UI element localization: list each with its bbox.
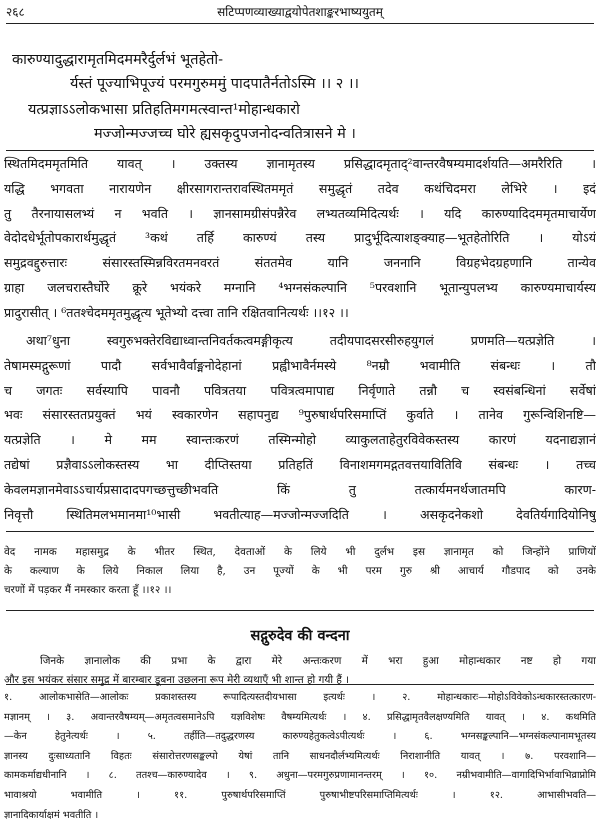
commentary-line: केवलमज्ञानमेवाऽऽचार्यप्रसादादपगच्छत्तुच्छीभवति किं तु तत्कार्यमनर्थजातमपि कारण-: [4, 481, 596, 497]
footnote-line: १. आलोकभासेति—आलोकः प्रकाशस्तस्य रूपादित्यस्तदीयभासा इत्यर्थः । २. मोहान्धकारः—मोहोऽविवेकोऽन्धकारस्तत्कारण-: [4, 692, 596, 703]
commentary-line: प्रादुरासीत् । ⁶ततश्चेदममृतमुद्धृत्य भूतेभ्यो दत्त्वा तानि रक्षितवानित्यर्थः ।।१२ ।।: [4, 304, 349, 320]
translation-rule: [6, 531, 594, 532]
commentary-line: तद्येषां प्रज्ञैवाऽऽलोकस्तस्य भा दीप्तिस्तया प्रतिहतिं विनाशमगमद्गतवत्तयावितिवि संबन्धः । तच्च: [4, 456, 596, 472]
commentary-line: भवः संसारस्ततप्रयुक्तं भयं स्वकारणेन सहापनुद्य ⁹पुरुषार्थपरिसमाप्तिं कुर्वाते । तानेव गुरून्विशिनष्टि—: [4, 407, 596, 423]
section-heading: सद्गुरुदेव की वन्दना: [250, 627, 350, 644]
commentary-line: तेषामस्मद्गुरूणां पादौ सर्वभावैर्वाङ्मनोदेहानां प्रह्वीभावैर्नमस्ये ⁸नम्रौ भवामीति संबन्धः । तौ: [4, 357, 596, 373]
page-number: २६८: [6, 5, 25, 19]
verse-line: मज्जोन्मज्जच्च घोरे ह्यसकृदुपजनोदन्वतित्रासने मे ।: [94, 126, 356, 142]
commentary-line: ग्राहा जलचरास्तैर्घोरे क्रूरे भयंकरे मग्नानि ⁴भग्नसंकल्पानि ⁵परवशानि भूतान्युपलभ्य कारुण्यमाचार्यस्य: [4, 279, 596, 295]
commentary-line: तु तैरनायासलभ्यं न भवति । ज्ञानसामग्रीसंपन्नैरेव लभ्यतव्यमिदित्यर्थः । यदि कारुण्यादिदममृतमाचार्येण: [4, 205, 596, 221]
footnotes: [4, 688, 596, 825]
paragraph-line: और इस भयंकर संसार समुद्र में बारम्बार डूबना उछलना रूप मेरी व्यथाएँ भी शान्त हो गयी हैं ।: [4, 674, 350, 686]
running-title: सटिप्पणव्याख्याद्वयोपेतशाङ्करभाष्ययुतम्: [217, 5, 383, 19]
footnote-line: ज्ञानादिकार्याक्षमं भवतीति ।: [4, 809, 99, 821]
page-header: [6, 2, 594, 22]
footnote-line: कामकर्माद्यधीनानि । ८. ततश्च—कारुण्यादेव । ९. अधुना—परमगुरुप्रणामानन्तरम् । १०. नम्रीभवामीति—वागादिभिर्भावाभिव्राप्नोमि: [4, 770, 596, 782]
commentary-line: वेदोदधेर्भूतोपकारार्थमुद्धृतं ³कथं तर्हि कारुण्यं तस्य प्रादुर्भूदित्याशङ्क्याह—भूतहेतोरिति । योऽयं: [4, 230, 596, 246]
translation-line: चरणों में पड़कर मैं नमस्कार करता हूँ ।।१२ ।।: [4, 584, 172, 596]
footnote-line: भावाश्रयो भवामीति । ११. पुरुषार्थपरिसमाप्तिं पुरुषाभीष्टपरिसमाप्तिमित्यर्थः । १२. आभासीभवति—: [4, 789, 596, 801]
commentary-line: यत्प्रज्ञेति । मे मम स्वान्तःकरणं तस्मिन्मोहो व्याकुलताहेतुरविवेकस्तस्य कारणं यदनाद्यज्ञानं: [4, 432, 596, 448]
paragraph-line: जिनके ज्ञानालोक की प्रभा के द्वारा मेरे अन्तःकरण में भरा हुआ मोहान्धकार नष्ट हो गया: [40, 655, 596, 667]
verse-block: [12, 48, 592, 146]
header-rule: [6, 23, 594, 24]
commentary-paragraph: [4, 329, 596, 527]
commentary-line: च जगतः सर्वस्यापि पावनौ पवित्रतया पवित्रत्वमापाद्य निर्वृणाते तन्नौ च स्वसंबन्धिनां सर्वेषां: [4, 382, 596, 398]
commentary-line: यद्धि भगवता नारायणेन क्षीरसागरान्तरावस्थितममृतं समुद्धृतं तदेव कथंचिदमरा लेभिरे । इदं: [4, 180, 596, 196]
commentary-line: निवृत्तौ स्थितिमलभमानमा¹⁰भासी भवतीत्याह—मज्जोन्मज्जदिति । असकृदनेकशो देवतिर्यगादियोनिषु: [4, 506, 596, 522]
translation-line: के कल्याण के लिये निकाल लिया है, उन पूज्यों के भी परम गुरु श्री आचार्य गौडपाद को उनके: [4, 565, 596, 577]
verse-rule: [6, 150, 594, 151]
verse-line: कारुण्यादुद्धारामृतमिदममरैर्दुर्लभं भूतहेतो-: [12, 52, 224, 68]
verse-line: र्यस्तं पूज्याभिपूज्यं परमगुरुममुं पादपातैर्नतोऽस्मि ।। २ ।।: [70, 76, 359, 92]
section-rule: [6, 610, 594, 611]
commentary-line: स्थितमिदममृतमिति यावत् । उक्तस्य ज्ञानामृतस्य प्रसिद्धादमृताद्²वान्तरवैषम्यमादर्शयति—अमरैरिति ।: [4, 156, 596, 171]
footnote-line: मज्ञानम् । ३. अवान्तरवैषम्यम्—अमृतत्वसमानेऽपि यज्ञविशेषः वैषम्यमित्यर्थः । ४. प्रसिद्धामृतवैलक्षण्यमिति यावत् । ४. कथमिति: [4, 711, 596, 723]
footnote-line: ज्ञानस्य दुःसाध्यतानि विहतः संसारोत्तरणसङ्कल्पो येषां तानि साधनदौर्लभ्यमित्यर्थः निराशानीति यावत् । ७. परवशानि—: [4, 750, 596, 762]
commentary-paragraph: [4, 152, 596, 326]
hindi-translation: [4, 543, 596, 600]
footnote-line: —केन हेतुनेत्यर्थः । ५. तर्हीति—तदुद्धरणस्य कारुण्यहेतुकत्वेऽपीत्यर्थः । ६. भग्नसङ्कल्पानि—भग्नसंकल्पानामभूतस्य: [4, 731, 596, 743]
footnote-rule: [6, 684, 594, 685]
verse-line: यत्प्रज्ञाऽऽलोकभासा प्रतिहतिमगमत्स्वान्त¹मोहान्धकारो: [28, 102, 300, 118]
commentary-line: अथा⁷धुना स्वगुरुभक्तेरविद्याध्वान्तनिवर्तकत्वमङ्गीकृत्य तदीयपादसरसीरुहयुगलं प्रणमति—यत्प्रज्ञेति ।: [26, 333, 596, 348]
translation-line: वेद नामक महासमुद्र के भीतर स्थित, देवताओं के लिये भी दुर्लभ इस ज्ञानामृत को जिन्होंने प्राणियों: [4, 546, 596, 558]
commentary-line: समुद्रवद्दुरुत्तारः संसारस्तस्मिन्नविरतमनवरतं संततमेव यानि जननानि विग्रहभेदग्रहणानि तान्येव: [4, 255, 596, 271]
